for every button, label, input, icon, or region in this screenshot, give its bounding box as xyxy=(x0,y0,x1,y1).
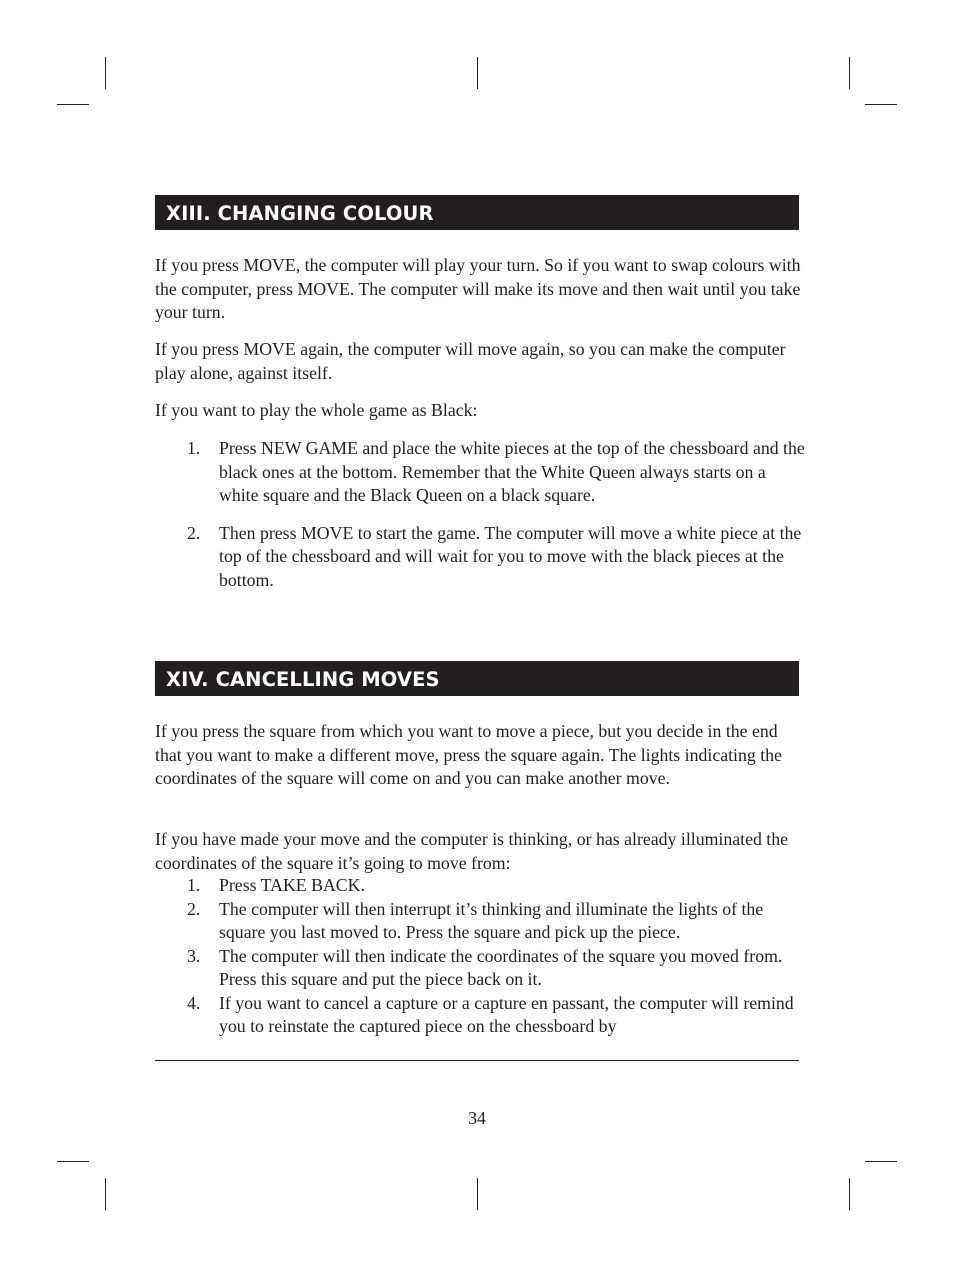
section-heading-changing-colour: XIII. CHANGING COLOUR xyxy=(155,195,799,230)
numbered-list xyxy=(155,437,805,606)
footer-rule xyxy=(155,1060,799,1061)
list-number: 2. xyxy=(187,898,201,919)
list-item-text: Then press MOVE to start the game. The computer will move a white piece at the top of the chessboard and will wait for you to move with the black pieces at the bottom. xyxy=(219,522,802,590)
list-item-text: If you want to cancel a capture or a capture en passant, the computer will remind you to reinstate the captured piece on the chessboard by xyxy=(219,992,794,1036)
list-item xyxy=(155,437,805,508)
crop-mark xyxy=(865,104,897,105)
crop-mark xyxy=(849,57,850,89)
list-number: 4. xyxy=(187,992,201,1013)
list-number: 3. xyxy=(187,945,201,966)
list-number: 2. xyxy=(187,522,201,543)
crop-mark xyxy=(865,1161,897,1162)
list-item-text: Press TAKE BACK. xyxy=(219,875,365,895)
list-number: 1. xyxy=(187,438,201,458)
list-item xyxy=(155,522,805,593)
list-number: 1. xyxy=(187,875,201,895)
paragraph: If you press MOVE, the computer will play your turn. So if you want to swap colours with the computer, press MOVE. The computer will make its move and then wait until you take your turn. xyxy=(155,255,801,322)
crop-mark xyxy=(849,1178,850,1210)
crop-mark xyxy=(105,1178,106,1210)
list-item xyxy=(155,898,805,945)
crop-mark xyxy=(57,104,89,105)
paragraph: If you press MOVE again, the computer will move again, so you can make the computer play alone, against itself. xyxy=(155,339,786,383)
crop-mark xyxy=(477,1178,478,1210)
paragraph: If you press the square from which you want to move a piece, but you decide in the end that you want to make a different move, press the square again. The lights indicating the coordinates of the square will come on and you can make another move. xyxy=(155,721,782,788)
numbered-list xyxy=(155,874,805,1039)
crop-mark xyxy=(105,57,106,89)
list-item-text: The computer will then indicate the coordinates of the square you moved from. Press this square and put the piece back on it. xyxy=(219,945,783,989)
list-item xyxy=(155,992,805,1039)
section-heading-cancelling-moves: XIV. CANCELLING MOVES xyxy=(155,661,799,696)
list-item xyxy=(155,945,805,992)
paragraph: If you have made your move and the computer is thinking, or has already illuminated the coordinates of the square it’s going to move from: xyxy=(155,829,789,873)
list-item-text: Press NEW GAME and place the white pieces at the top of the chessboard and the black ones at the bottom. Remember that the White Queen always starts on a white square and the Black Queen on a black square. xyxy=(219,438,805,505)
page-number: 34 xyxy=(468,1108,486,1128)
list-item-text: The computer will then interrupt it’s thinking and illuminate the lights of the square you last moved to. Press the square and pick up the piece. xyxy=(219,898,764,942)
crop-mark xyxy=(57,1161,89,1162)
list-item xyxy=(155,874,805,898)
paragraph: If you want to play the whole game as Black: xyxy=(155,400,478,420)
crop-mark xyxy=(477,57,478,89)
